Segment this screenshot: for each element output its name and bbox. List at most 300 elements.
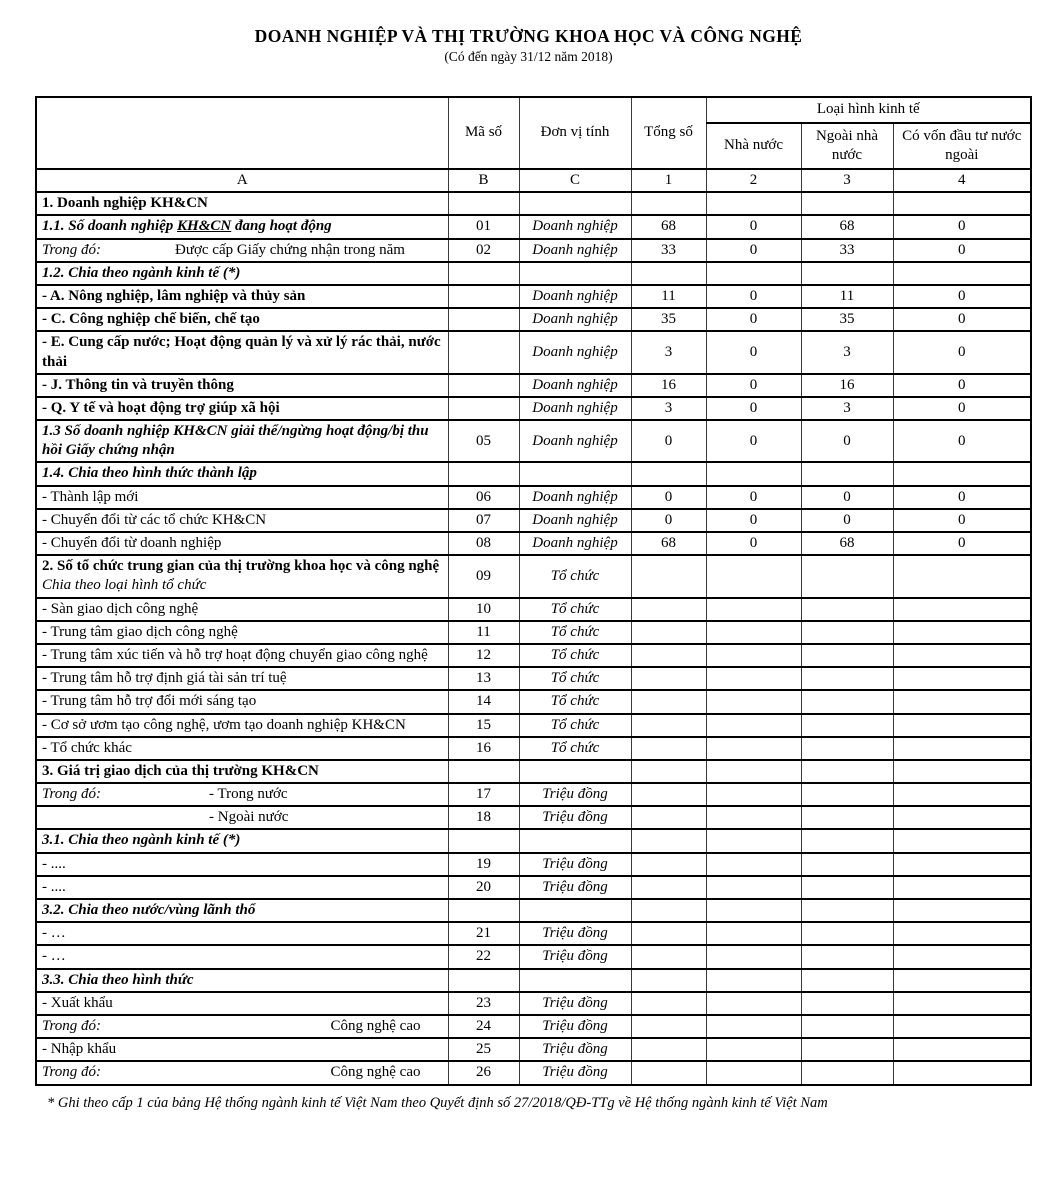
value-state-cell <box>706 1061 801 1084</box>
row-indicator-cell <box>36 215 448 238</box>
row-indicator-cell <box>36 420 448 462</box>
table-row <box>36 397 1031 420</box>
row-indicator-cell <box>36 922 448 945</box>
value-foreign-cell: 0 <box>893 532 1031 555</box>
table-row <box>36 262 1031 285</box>
table-row <box>36 555 1031 597</box>
value-nonstate-cell <box>801 783 893 806</box>
value-foreign-cell <box>893 1038 1031 1061</box>
value-nonstate-cell <box>801 192 893 215</box>
row-label: - Tổ chức khác <box>42 739 132 756</box>
value-total-cell <box>631 969 706 992</box>
header-ma-so: Mã số <box>448 97 519 169</box>
value-total-cell <box>631 1061 706 1084</box>
value-foreign-cell: 0 <box>893 486 1031 509</box>
unit-cell: Tổ chức <box>519 690 631 713</box>
value-total-cell <box>631 876 706 899</box>
value-total-cell <box>631 714 706 737</box>
value-total-cell <box>631 806 706 829</box>
row-indicator-cell <box>36 714 448 737</box>
value-total-cell <box>631 555 706 597</box>
header-tong-so: Tổng số <box>631 97 706 169</box>
code-cell: 17 <box>448 783 519 806</box>
header-indicator-cell <box>36 97 448 169</box>
row-indicator-cell <box>36 783 448 806</box>
unit-cell: Tổ chức <box>519 737 631 760</box>
value-state-cell: 0 <box>706 374 801 397</box>
value-foreign-cell: 0 <box>893 420 1031 462</box>
value-nonstate-cell <box>801 922 893 945</box>
value-state-cell <box>706 192 801 215</box>
code-cell: 18 <box>448 806 519 829</box>
table-row <box>36 374 1031 397</box>
code-cell <box>448 760 519 783</box>
value-state-cell: 0 <box>706 308 801 331</box>
code-cell: 24 <box>448 1015 519 1038</box>
row-indicator-cell <box>36 239 448 262</box>
table-row <box>36 215 1031 238</box>
column-letter: B <box>448 169 519 192</box>
header-von-nuoc-ngoai: Có vốn đầu tư nước ngoài <box>893 123 1031 169</box>
value-foreign-cell <box>893 667 1031 690</box>
row-indicator-cell <box>36 1061 448 1084</box>
code-cell <box>448 397 519 420</box>
value-total-cell: 0 <box>631 509 706 532</box>
value-foreign-cell <box>893 714 1031 737</box>
value-foreign-cell <box>893 806 1031 829</box>
unit-cell: Triệu đồng <box>519 806 631 829</box>
value-nonstate-cell: 0 <box>801 509 893 532</box>
value-foreign-cell: 0 <box>893 509 1031 532</box>
value-total-cell <box>631 690 706 713</box>
code-cell <box>448 374 519 397</box>
value-foreign-cell <box>893 598 1031 621</box>
row-label: 1. Doanh nghiệp KH&CN <box>42 195 208 212</box>
table-row <box>36 532 1031 555</box>
code-cell <box>448 969 519 992</box>
table-row <box>36 737 1031 760</box>
code-cell: 10 <box>448 598 519 621</box>
row-label: - A. Nông nghiệp, lâm nghiệp và thủy sản <box>42 287 306 304</box>
value-total-cell <box>631 853 706 876</box>
value-foreign-cell <box>893 899 1031 922</box>
value-total-cell <box>631 621 706 644</box>
page-title: DOANH NGHIỆP VÀ THỊ TRƯỜNG KHOA HỌC VÀ CÔNG NGHỆ <box>254 26 803 46</box>
code-cell <box>448 899 519 922</box>
value-total-cell <box>631 667 706 690</box>
row-label: - Trung tâm hỗ trợ định giá tài sản trí tuệ <box>42 670 287 687</box>
row-indicator-cell <box>36 262 448 285</box>
value-foreign-cell <box>893 783 1031 806</box>
unit-cell: Triệu đồng <box>519 783 631 806</box>
value-foreign-cell: 0 <box>893 239 1031 262</box>
value-foreign-cell: 0 <box>893 331 1031 373</box>
value-state-cell <box>706 945 801 968</box>
value-state-cell <box>706 621 801 644</box>
row-label: - Nhập khẩu <box>42 1041 117 1058</box>
row-label: - Sàn giao dịch công nghệ <box>42 600 199 617</box>
row-indicator-cell <box>36 192 448 215</box>
code-cell: 11 <box>448 621 519 644</box>
unit-cell: Doanh nghiệp <box>519 215 631 238</box>
row-indicator-cell <box>36 397 448 420</box>
table-row <box>36 922 1031 945</box>
row-indicator-cell <box>36 690 448 713</box>
value-foreign-cell <box>893 462 1031 485</box>
row-indicator-cell <box>36 667 448 690</box>
code-cell: 20 <box>448 876 519 899</box>
table-row <box>36 1038 1031 1061</box>
code-cell <box>448 331 519 373</box>
value-nonstate-cell <box>801 462 893 485</box>
value-total-cell: 68 <box>631 215 706 238</box>
row-label: - Cơ sở ươm tạo công nghệ, ươm tạo doanh nghiệp KH&CN <box>42 716 406 733</box>
value-nonstate-cell <box>801 806 893 829</box>
row-prefix-label: Trong đó: <box>42 1064 102 1081</box>
value-state-cell: 0 <box>706 532 801 555</box>
code-cell: 16 <box>448 737 519 760</box>
row-label: - Ngoài nước <box>209 809 289 826</box>
code-cell: 07 <box>448 509 519 532</box>
row-indicator-cell <box>36 598 448 621</box>
value-total-cell: 11 <box>631 285 706 308</box>
unit-cell: Triệu đồng <box>519 1038 631 1061</box>
column-letter: C <box>519 169 631 192</box>
row-label: 1.1. Số doanh nghiệp KH&CN đang hoạt động <box>42 218 332 235</box>
value-nonstate-cell <box>801 876 893 899</box>
statistics-table <box>35 96 1032 1086</box>
unit-cell <box>519 760 631 783</box>
table-row <box>36 853 1031 876</box>
value-total-cell <box>631 945 706 968</box>
value-state-cell <box>706 262 801 285</box>
table-row <box>36 899 1031 922</box>
row-indicator-cell <box>36 1015 448 1038</box>
value-state-cell: 0 <box>706 397 801 420</box>
code-cell: 02 <box>448 239 519 262</box>
table-row <box>36 308 1031 331</box>
value-nonstate-cell <box>801 760 893 783</box>
unit-cell <box>519 462 631 485</box>
code-cell: 21 <box>448 922 519 945</box>
value-state-cell <box>706 1038 801 1061</box>
value-state-cell: 0 <box>706 239 801 262</box>
unit-cell: Doanh nghiệp <box>519 308 631 331</box>
row-label: - Trung tâm xúc tiến và hỗ trợ hoạt động chuyển giao công nghệ <box>42 646 428 663</box>
value-total-cell: 3 <box>631 331 706 373</box>
row-label: - .... <box>42 855 66 872</box>
row-indicator-cell <box>36 285 448 308</box>
value-total-cell <box>631 462 706 485</box>
unit-cell <box>519 969 631 992</box>
value-foreign-cell: 0 <box>893 285 1031 308</box>
value-state-cell <box>706 555 801 597</box>
row-label: - E. Cung cấp nước; Hoạt động quản lý và xử lý rác thải, nước thải <box>42 334 441 370</box>
code-cell: 05 <box>448 420 519 462</box>
row-prefix-label: Trong đó: <box>42 786 102 803</box>
row-label: - Trong nước <box>209 786 288 803</box>
value-state-cell <box>706 644 801 667</box>
value-state-cell <box>706 690 801 713</box>
unit-cell: Doanh nghiệp <box>519 285 631 308</box>
unit-cell: Tổ chức <box>519 555 631 597</box>
value-state-cell <box>706 1015 801 1038</box>
unit-cell: Doanh nghiệp <box>519 532 631 555</box>
header-ngoai-nha-nuoc: Ngoài nhà nước <box>801 123 893 169</box>
value-state-cell <box>706 760 801 783</box>
value-foreign-cell <box>893 555 1031 597</box>
value-total-cell <box>631 192 706 215</box>
row-indicator-cell <box>36 621 448 644</box>
value-state-cell: 0 <box>706 486 801 509</box>
value-total-cell: 0 <box>631 486 706 509</box>
value-foreign-cell <box>893 1015 1031 1038</box>
value-nonstate-cell: 3 <box>801 397 893 420</box>
unit-cell: Doanh nghiệp <box>519 486 631 509</box>
code-cell: 14 <box>448 690 519 713</box>
value-nonstate-cell: 35 <box>801 308 893 331</box>
row-label: - Xuất khẩu <box>42 994 113 1011</box>
code-cell: 06 <box>448 486 519 509</box>
table-row <box>36 239 1031 262</box>
unit-cell: Doanh nghiệp <box>519 239 631 262</box>
row-indicator-cell <box>36 1038 448 1061</box>
value-nonstate-cell <box>801 899 893 922</box>
row-indicator-cell <box>36 308 448 331</box>
row-indicator-cell <box>36 644 448 667</box>
value-nonstate-cell <box>801 621 893 644</box>
value-total-cell <box>631 922 706 945</box>
row-label: 2. Số tổ chức trung gian của thị trường khoa học và công nghệ <box>42 558 440 575</box>
row-indicator-cell <box>36 876 448 899</box>
unit-cell: Triệu đồng <box>519 1015 631 1038</box>
row-indicator-cell <box>36 853 448 876</box>
unit-cell: Tổ chức <box>519 714 631 737</box>
value-total-cell: 3 <box>631 397 706 420</box>
value-state-cell: 0 <box>706 509 801 532</box>
value-nonstate-cell <box>801 945 893 968</box>
footnote: * Ghi theo cấp 1 của bảng Hệ thống ngành kinh tế Việt Nam theo Quyết định số 27/2018/QĐ-TTg về Hệ thống ngành kinh tế Việt Nam <box>47 1094 828 1111</box>
value-total-cell <box>631 737 706 760</box>
code-cell: 13 <box>448 667 519 690</box>
value-total-cell <box>631 899 706 922</box>
table-row <box>36 598 1031 621</box>
table-row <box>36 690 1031 713</box>
row-prefix-label: Trong đó: <box>42 1017 102 1034</box>
value-nonstate-cell <box>801 737 893 760</box>
value-state-cell <box>706 783 801 806</box>
code-cell: 19 <box>448 853 519 876</box>
value-nonstate-cell: 16 <box>801 374 893 397</box>
row-label: - C. Công nghiệp chế biến, chế tạo <box>42 311 260 328</box>
value-total-cell <box>631 760 706 783</box>
row-label: 3. Giá trị giao dịch của thị trường KH&CN <box>42 762 319 779</box>
code-cell: 22 <box>448 945 519 968</box>
value-nonstate-cell <box>801 992 893 1015</box>
value-nonstate-cell: 68 <box>801 215 893 238</box>
table-row <box>36 829 1031 852</box>
row-indicator-cell <box>36 806 448 829</box>
unit-cell: Doanh nghiệp <box>519 397 631 420</box>
table-row <box>36 192 1031 215</box>
value-nonstate-cell <box>801 262 893 285</box>
value-nonstate-cell: 0 <box>801 420 893 462</box>
header-nha-nuoc: Nhà nước <box>706 123 801 169</box>
value-nonstate-cell <box>801 598 893 621</box>
value-nonstate-cell <box>801 714 893 737</box>
row-indicator-cell <box>36 992 448 1015</box>
value-state-cell <box>706 829 801 852</box>
value-state-cell: 0 <box>706 215 801 238</box>
row-indicator-cell <box>36 945 448 968</box>
row-label: 1.3 Số doanh nghiệp KH&CN giải thể/ngừng hoạt động/bị thu hồi Giấy chứng nhận <box>42 423 429 459</box>
table-row <box>36 1061 1031 1084</box>
value-foreign-cell <box>893 1061 1031 1084</box>
table-row <box>36 420 1031 462</box>
code-cell: 25 <box>448 1038 519 1061</box>
table-row <box>36 621 1031 644</box>
value-nonstate-cell: 0 <box>801 486 893 509</box>
value-state-cell <box>706 992 801 1015</box>
row-label: - Q. Y tế và hoạt động trợ giúp xã hội <box>42 399 280 416</box>
row-indicator-cell <box>36 829 448 852</box>
table-row <box>36 806 1031 829</box>
table-row <box>36 992 1031 1015</box>
value-foreign-cell <box>893 262 1031 285</box>
row-secondary-label: Công nghệ cao <box>330 1064 421 1081</box>
value-nonstate-cell: 68 <box>801 532 893 555</box>
code-cell: 09 <box>448 555 519 597</box>
value-state-cell <box>706 969 801 992</box>
header-loai-hinh-kinh-te: Loại hình kinh tế <box>706 97 1031 123</box>
value-nonstate-cell <box>801 667 893 690</box>
table-row <box>36 714 1031 737</box>
value-total-cell <box>631 262 706 285</box>
value-foreign-cell <box>893 690 1031 713</box>
value-nonstate-cell: 33 <box>801 239 893 262</box>
unit-cell: Tổ chức <box>519 667 631 690</box>
column-letter: 1 <box>631 169 706 192</box>
value-state-cell <box>706 853 801 876</box>
table-row <box>36 760 1031 783</box>
row-indicator-cell <box>36 331 448 373</box>
value-state-cell <box>706 876 801 899</box>
value-total-cell <box>631 598 706 621</box>
value-total-cell: 35 <box>631 308 706 331</box>
value-total-cell: 68 <box>631 532 706 555</box>
row-label: - Trung tâm giao dịch công nghệ <box>42 623 238 640</box>
table-row <box>36 969 1031 992</box>
unit-cell: Triệu đồng <box>519 992 631 1015</box>
code-cell <box>448 462 519 485</box>
header-don-vi-tinh: Đơn vị tính <box>519 97 631 169</box>
value-foreign-cell <box>893 829 1031 852</box>
column-letter: 3 <box>801 169 893 192</box>
value-total-cell: 33 <box>631 239 706 262</box>
table-row <box>36 644 1031 667</box>
table-row <box>36 945 1031 968</box>
row-indicator-cell <box>36 462 448 485</box>
code-cell: 26 <box>448 1061 519 1084</box>
unit-cell: Doanh nghiệp <box>519 374 631 397</box>
value-nonstate-cell <box>801 1061 893 1084</box>
value-state-cell <box>706 922 801 945</box>
value-state-cell: 0 <box>706 420 801 462</box>
value-foreign-cell <box>893 737 1031 760</box>
code-cell <box>448 308 519 331</box>
row-prefix-label: Trong đó: <box>42 241 102 258</box>
value-state-cell <box>706 462 801 485</box>
row-indicator-cell <box>36 969 448 992</box>
row-indicator-cell <box>36 509 448 532</box>
value-state-cell <box>706 899 801 922</box>
value-total-cell <box>631 1015 706 1038</box>
row-indicator-cell <box>36 532 448 555</box>
value-nonstate-cell <box>801 853 893 876</box>
row-subline-label: Chia theo loại hình tổ chức <box>42 577 207 594</box>
code-cell <box>448 192 519 215</box>
unit-cell: Doanh nghiệp <box>519 331 631 373</box>
value-foreign-cell <box>893 922 1031 945</box>
row-label: - … <box>42 948 66 965</box>
unit-cell: Tổ chức <box>519 644 631 667</box>
value-foreign-cell <box>893 945 1031 968</box>
value-nonstate-cell <box>801 1038 893 1061</box>
value-state-cell <box>706 667 801 690</box>
row-label: 3.1. Chia theo ngành kinh tế (*) <box>42 832 241 849</box>
row-label: 1.2. Chia theo ngành kinh tế (*) <box>42 264 241 281</box>
row-label: 3.2. Chia theo nước/vùng lãnh thổ <box>42 902 256 918</box>
code-cell: 08 <box>448 532 519 555</box>
value-total-cell <box>631 1038 706 1061</box>
value-nonstate-cell: 3 <box>801 331 893 373</box>
value-total-cell <box>631 992 706 1015</box>
table-row <box>36 783 1031 806</box>
value-nonstate-cell <box>801 644 893 667</box>
row-label: - J. Thông tin và truyền thông <box>42 376 234 393</box>
unit-cell: Doanh nghiệp <box>519 509 631 532</box>
value-foreign-cell <box>893 192 1031 215</box>
row-label: - … <box>42 925 66 942</box>
table-row <box>36 462 1031 485</box>
value-foreign-cell: 0 <box>893 374 1031 397</box>
value-state-cell <box>706 737 801 760</box>
row-indicator-cell <box>36 555 448 597</box>
table-row <box>36 285 1031 308</box>
unit-cell <box>519 829 631 852</box>
row-label: - Chuyển đổi từ doanh nghiệp <box>42 535 222 551</box>
table-row <box>36 509 1031 532</box>
table-row <box>36 667 1031 690</box>
row-label: - .... <box>42 878 66 895</box>
row-indicator-cell <box>36 760 448 783</box>
row-label: - Chuyển đổi từ các tổ chức KH&CN <box>42 511 267 528</box>
code-cell: 12 <box>448 644 519 667</box>
row-secondary-label: Công nghệ cao <box>330 1017 421 1034</box>
value-state-cell: 0 <box>706 331 801 373</box>
table-row <box>36 486 1031 509</box>
row-indicator-cell <box>36 737 448 760</box>
value-state-cell <box>706 806 801 829</box>
row-label: - Thành lập mới <box>42 488 139 505</box>
unit-cell: Triệu đồng <box>519 853 631 876</box>
page-subtitle: (Có đến ngày 31/12 năm 2018) <box>444 49 613 64</box>
code-cell: 23 <box>448 992 519 1015</box>
code-cell: 01 <box>448 215 519 238</box>
column-letter: 4 <box>893 169 1031 192</box>
value-nonstate-cell: 11 <box>801 285 893 308</box>
value-foreign-cell <box>893 853 1031 876</box>
